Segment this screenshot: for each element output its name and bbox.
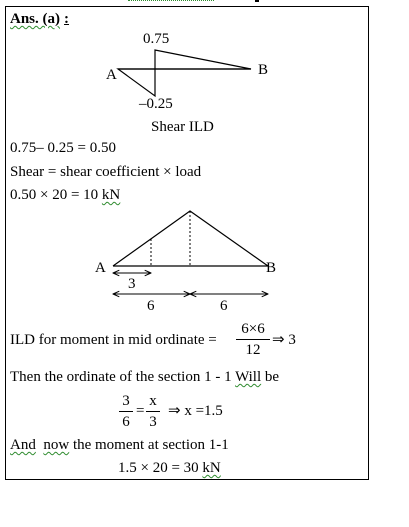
section-text-suffix: be bbox=[261, 369, 280, 385]
dim-label-6-right: 6 bbox=[220, 298, 228, 314]
moment-support-b-label: B bbox=[266, 260, 277, 276]
final-moment bbox=[118, 459, 221, 477]
calc-line-1: 0.75– 0.25 = 0.50 bbox=[10, 140, 116, 156]
moment-support-a-label: A bbox=[95, 260, 106, 276]
dim-label-3: 3 bbox=[128, 276, 136, 292]
proportion-fraction-left bbox=[119, 392, 133, 431]
shear-negative-value: –0.25 bbox=[139, 96, 173, 112]
moment-section-text bbox=[10, 436, 229, 454]
fraction-bar bbox=[146, 411, 160, 412]
proportion-num-right: x bbox=[149, 393, 157, 409]
calc-line-3-text: 0.50 × 20 = 10 bbox=[10, 187, 102, 203]
section-text-will: Will bbox=[235, 369, 262, 385]
final-moment-unit: kN bbox=[202, 460, 221, 476]
ild-moment-text: ILD for moment in mid ordinate = bbox=[10, 332, 217, 348]
moment-section-now: now bbox=[43, 437, 70, 453]
ild-moment-denominator: 12 bbox=[245, 342, 261, 358]
moment-section-rest: the moment at section 1-1 bbox=[69, 437, 229, 453]
final-moment-text: 1.5 × 20 = 30 bbox=[118, 460, 203, 476]
proportion-den-left: 6 bbox=[122, 414, 130, 430]
calc-line-3-unit: kN bbox=[101, 187, 121, 203]
proportion-den-right: 3 bbox=[149, 414, 157, 430]
calc-line-2: Shear = shear coefficient × load bbox=[10, 164, 202, 180]
fraction-bar bbox=[236, 339, 270, 340]
ild-moment-fraction bbox=[236, 320, 270, 359]
shear-support-a-label: A bbox=[106, 67, 117, 83]
moment-section-and: And bbox=[10, 437, 36, 453]
ild-moment-numerator: 6×6 bbox=[241, 321, 265, 337]
proportion-equals: = bbox=[136, 403, 145, 419]
dim-label-6-left: 6 bbox=[147, 298, 155, 314]
proportion-num-left: 3 bbox=[122, 393, 130, 409]
shear-positive-value: 0.75 bbox=[143, 31, 170, 47]
proportion-fraction-right bbox=[146, 392, 160, 431]
answer-label: Ans. (a) bbox=[10, 11, 61, 27]
answer-colon: : bbox=[64, 11, 70, 27]
shear-ild-caption: Shear ILD bbox=[151, 119, 214, 135]
proportion-result: ⇒ x =1.5 bbox=[168, 403, 223, 419]
fraction-bar bbox=[119, 411, 133, 412]
section-text-prefix: Then the ordinate of the section 1 - 1 bbox=[10, 369, 236, 385]
section-ordinate-text bbox=[10, 368, 279, 386]
ild-moment-result: ⇒ 3 bbox=[272, 332, 296, 348]
shear-support-b-label: B bbox=[258, 62, 269, 78]
